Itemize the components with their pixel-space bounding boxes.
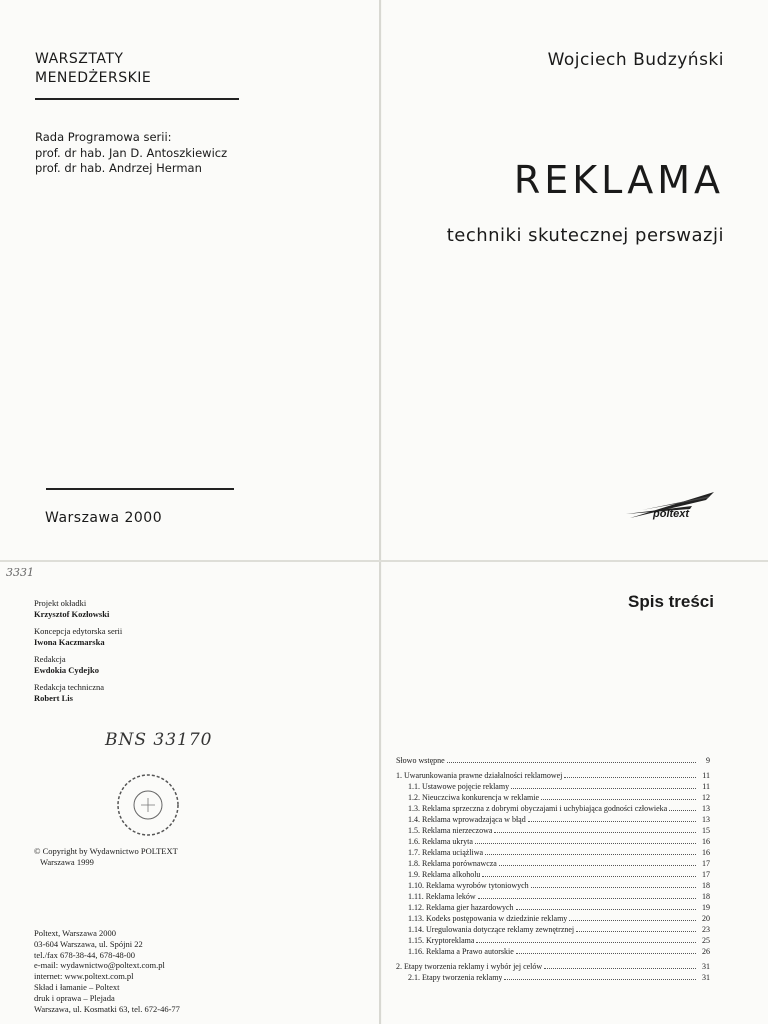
- toc-entry: [396, 881, 710, 892]
- toc-entry-label: 1.7. Reklama uciążliwa: [408, 848, 484, 857]
- toc-entry: [396, 771, 710, 782]
- toc-leader-dots: [499, 865, 696, 866]
- credit-name: Iwona Kaczmarska: [34, 636, 105, 647]
- toc-leader-dots: [516, 909, 696, 910]
- publisher-info: [34, 928, 180, 1014]
- toc-entry-label: 1.12. Reklama gier hazardowych: [408, 903, 514, 912]
- toc-page-number: 12: [702, 793, 710, 802]
- toc-leader-dots: [531, 887, 696, 888]
- publisher-logo-text: poltext: [653, 508, 690, 520]
- publisher-line: druk i oprawa – Plejada: [34, 992, 115, 1003]
- divider-rule: [35, 98, 239, 100]
- credit-item: [34, 626, 122, 647]
- credit-name: Ewdokia Cydejko: [34, 664, 99, 675]
- toc-entry-label: 1.1. Ustawowe pojęcie reklamy: [408, 782, 510, 791]
- author-name: Wojciech Budzyński: [547, 50, 724, 70]
- toc-entry-label: 1.2. Nieuczciwa konkurencja w reklamie: [408, 793, 540, 802]
- toc-entry: [396, 848, 710, 859]
- toc-page-number: 13: [702, 804, 710, 813]
- library-stamp-icon: [115, 772, 181, 838]
- toc-entry-label: 1.15. Kryptoreklama: [408, 936, 475, 945]
- toc-leader-dots: [475, 843, 696, 844]
- toc-heading: Spis treści: [628, 592, 714, 611]
- toc-page-number: 26: [702, 947, 710, 956]
- toc-entry: [396, 815, 710, 826]
- council-line: prof. dr hab. Andrzej Herman: [35, 161, 202, 175]
- credit-role: Koncepcja edytorska serii: [34, 626, 123, 636]
- toc-leader-dots: [511, 788, 696, 789]
- publisher-line: 03-604 Warszawa, ul. Spójni 22: [34, 938, 143, 949]
- program-council: [35, 130, 227, 177]
- toc-entry: [396, 936, 710, 947]
- toc-page-number: 16: [702, 837, 710, 846]
- toc-entry: [396, 756, 710, 767]
- toc-entry: [396, 782, 710, 793]
- toc-leader-dots: [494, 832, 696, 833]
- divider-rule: [46, 488, 234, 490]
- publisher-line: tel./fax 678-38-44, 678-48-00: [34, 949, 136, 960]
- credit-name: Robert Lis: [34, 692, 73, 703]
- toc-entry: [396, 870, 710, 881]
- toc-entry-label: 1.6. Reklama ukryta: [408, 837, 473, 846]
- place-year: Warszawa 2000: [45, 510, 163, 526]
- toc-entry: [396, 826, 710, 837]
- cover-front-page: [382, 0, 768, 560]
- credits-block: [34, 598, 122, 710]
- toc-entry: [396, 804, 710, 815]
- toc-leader-dots: [476, 942, 696, 943]
- toc-page-number: 9: [706, 756, 710, 765]
- toc-entry: [396, 914, 710, 925]
- toc-leader-dots: [482, 876, 696, 877]
- series-name: [35, 50, 151, 88]
- book-title: REKLAMA: [513, 158, 724, 202]
- toc-leader-dots: [541, 799, 696, 800]
- toc-leader-dots: [576, 931, 696, 932]
- toc-page-number: 17: [702, 870, 710, 879]
- toc-page-number: 17: [702, 859, 710, 868]
- toc-leader-dots: [569, 920, 696, 921]
- toc-page-number: 18: [702, 881, 710, 890]
- toc-leader-dots: [516, 953, 696, 954]
- toc-entry: [396, 947, 710, 958]
- toc-entry-label: 1.3. Reklama sprzeczna z dobrymi obyczajami i uchybiająca godności człowieka: [408, 804, 668, 813]
- copyright-line: Warszawa 1999: [40, 856, 94, 867]
- toc-leader-dots: [669, 810, 696, 811]
- toc-leader-dots: [564, 777, 696, 778]
- toc-page-number: 23: [702, 925, 710, 934]
- handwritten-catalog-number: BNS 33170: [105, 730, 213, 750]
- book-subtitle: techniki skutecznej perswazji: [446, 225, 724, 246]
- toc-entry: [396, 892, 710, 903]
- toc-page-number: 15: [702, 826, 710, 835]
- credit-item: [34, 682, 122, 703]
- toc-page-number: 13: [702, 815, 710, 824]
- credit-role: Projekt okładki: [34, 598, 87, 608]
- council-line: prof. dr hab. Jan D. Antoszkiewicz: [35, 145, 228, 160]
- toc-entry-label: 1.16. Reklama a Prawo autorskie: [408, 947, 514, 956]
- series-line: WARSZTATY: [35, 51, 124, 67]
- toc-page-number: 11: [702, 771, 710, 780]
- copyright-block: [34, 846, 178, 867]
- publisher-line: Skład i łamanie – Poltext: [34, 981, 120, 992]
- series-line: MENEDŻERSKIE: [35, 70, 152, 86]
- publisher-line: Warszawa, ul. Kosmatki 63, tel. 672-46-77: [34, 1003, 180, 1014]
- toc-entry-label: 1.4. Reklama wprowadzająca w błąd: [408, 815, 526, 824]
- toc-entry-label: 2. Etapy tworzenia reklamy i wybór jej celów: [396, 962, 543, 971]
- toc-entry-label: Słowo wstępne: [396, 756, 445, 765]
- toc-entry: [396, 962, 710, 973]
- toc-page-number: 18: [702, 892, 710, 901]
- toc-leader-dots: [485, 854, 696, 855]
- toc-entry: [396, 837, 710, 848]
- toc-entry-label: 1.10. Reklama wyrobów tytoniowych: [408, 881, 529, 890]
- toc-entry-label: 1.9. Reklama alkoholu: [408, 870, 481, 879]
- toc-entry-label: 1.13. Kodeks postępowania w dziedzinie reklamy: [408, 914, 568, 923]
- toc-page-number: 20: [702, 914, 710, 923]
- pencil-annotation: 3331: [6, 566, 34, 579]
- toc-page-number: 25: [702, 936, 710, 945]
- publisher-line: Poltext, Warszawa 2000: [34, 928, 117, 938]
- toc-entry: [396, 859, 710, 870]
- toc-leader-dots: [544, 968, 696, 969]
- credit-role: Redakcja techniczna: [34, 682, 105, 692]
- toc-entry-label: 2.1. Etapy tworzenia reklamy: [408, 973, 503, 982]
- toc-page-number: 31: [702, 962, 710, 971]
- toc-entry: [396, 793, 710, 804]
- council-line: Rada Programowa serii:: [35, 130, 172, 144]
- toc-entry-label: 1.11. Reklama leków: [408, 892, 476, 901]
- toc-page-number: 11: [702, 782, 710, 791]
- toc-leader-dots: [528, 821, 696, 822]
- toc-entry: [396, 973, 710, 984]
- toc-entry: [396, 925, 710, 936]
- publisher-line: e-mail: wydawnictwo@poltext.com.pl: [34, 960, 165, 971]
- toc-entry: [396, 903, 710, 914]
- credit-name: Krzysztof Kozłowski: [34, 608, 110, 619]
- spine-divider: [379, 0, 381, 1024]
- toc-page-number: 31: [702, 973, 710, 982]
- toc-entry-label: 1. Uwarunkowania prawne działalności reklamowej: [396, 771, 563, 780]
- toc-leader-dots: [504, 979, 696, 980]
- publisher-line: internet: www.poltext.com.pl: [34, 971, 134, 982]
- credit-item: [34, 598, 122, 619]
- toc-leader-dots: [447, 762, 696, 763]
- toc-page-number: 16: [702, 848, 710, 857]
- toc-entry-label: 1.5. Reklama nierzeczowa: [408, 826, 493, 835]
- table-of-contents: [396, 756, 710, 984]
- toc-entry-label: 1.8. Reklama porównawcza: [408, 859, 497, 868]
- toc-leader-dots: [478, 898, 696, 899]
- copyright-line: © Copyright by Wydawnictwo POLTEXT: [34, 846, 178, 856]
- toc-entry-label: 1.14. Uregulowania dotyczące reklamy zewnętrznej: [408, 925, 575, 934]
- scan-divider: [0, 560, 768, 562]
- credit-role: Redakcja: [34, 654, 66, 664]
- credit-item: [34, 654, 122, 675]
- toc-page-number: 19: [702, 903, 710, 912]
